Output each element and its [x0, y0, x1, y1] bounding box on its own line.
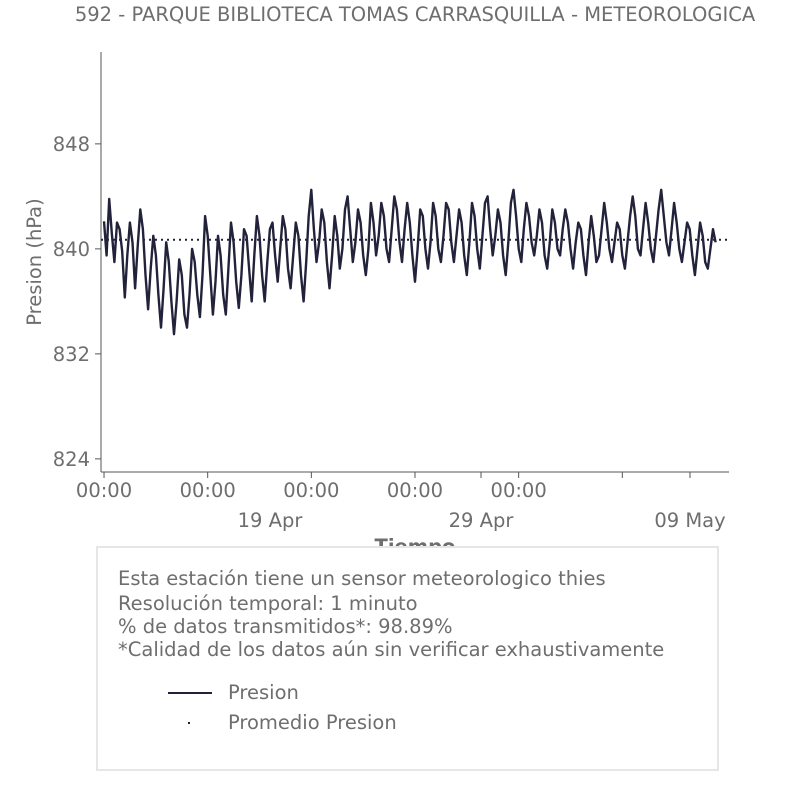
- x-tick-time-label: 00:00: [283, 479, 340, 502]
- info-sensor-line: Esta estación tiene un sensor meteorologico thies: [118, 567, 606, 590]
- y-ticks: [53, 133, 101, 471]
- y-tick-label: 832: [52, 342, 90, 366]
- info-resolution-line: Resolución temporal: 1 minuto: [118, 592, 418, 615]
- x-tick-time-label: 00:00: [490, 479, 547, 502]
- info-transmitted-line: % de datos transmitidos*: 98.89%: [118, 615, 453, 638]
- info-quality-line: *Calidad de los datos aún sin verificar exhaustivamente: [118, 638, 665, 661]
- x-tick-date-label: 19 Apr: [237, 509, 303, 532]
- y-tick-label: 824: [52, 447, 90, 471]
- series-line-presion: [104, 190, 716, 334]
- info-box: [96, 546, 719, 771]
- legend-label-promedio: Promedio Presion: [228, 711, 397, 734]
- chart-title: 592 - PARQUE BIBLIOTECA TOMAS CARRASQUILLA - METEOROLOGICA: [74, 3, 756, 26]
- legend-swatch-dot: [188, 722, 190, 724]
- legend-label-presion: Presion: [228, 681, 299, 704]
- x-tick-time-label: 00:00: [179, 479, 236, 502]
- x-tick-time-label: 00:00: [386, 479, 444, 502]
- legend-swatch-solid: [168, 692, 212, 694]
- y-tick-label: 848: [52, 132, 90, 156]
- series-layer: [101, 190, 729, 334]
- x-tick-date-label: 09 May: [654, 509, 726, 532]
- x-tick-time-label: 00:00: [75, 479, 133, 502]
- x-ticks: [76, 472, 726, 532]
- x-tick-date-label: 29 Apr: [448, 509, 514, 532]
- y-axis-label: Presion (hPa): [23, 198, 46, 326]
- y-tick-label: 840: [52, 237, 90, 261]
